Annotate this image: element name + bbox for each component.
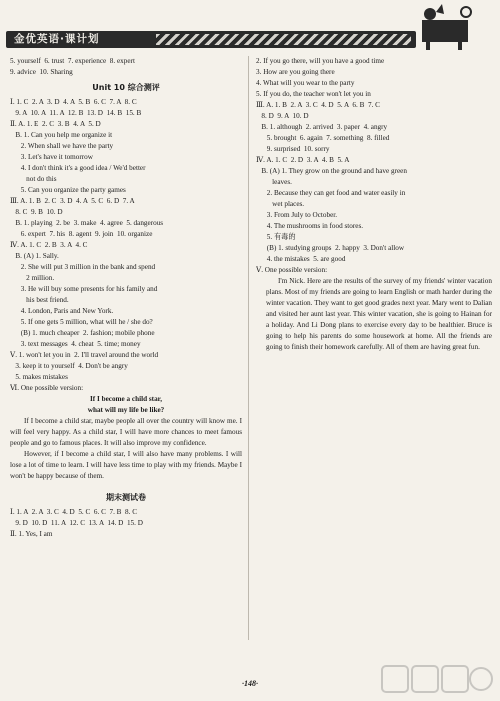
header-banner <box>6 31 416 48</box>
book-title: 金优英语·课计划 <box>14 33 100 45</box>
answer-line: 9. A 10. A 11. A 12. B 13. D 14. B 15. B <box>10 109 142 117</box>
answer-line: 5. brought 6. again 7. something 8. filled <box>256 134 390 142</box>
answer-line: 8. C 9. B 10. D <box>10 208 63 216</box>
answer-line: 5. Can you organize the party games <box>10 186 126 194</box>
answer-line: B. (A) 1. Sally. <box>10 252 59 260</box>
answer-line: not do this <box>10 175 57 183</box>
watermark-logo <box>380 664 494 698</box>
answer-line: 3. He will buy some presents for his family and <box>10 285 158 293</box>
left-column <box>10 56 242 540</box>
column-divider <box>248 56 249 640</box>
essay-title: what will my life be like? <box>87 406 165 414</box>
answer-line: 5. If one gets 5 million, what will he / she do? <box>10 318 153 326</box>
answer-line: 9. advice 10. Sharing <box>10 68 73 76</box>
unit-heading: Unit 10 综合测评 <box>92 83 160 92</box>
answer-line: 5. 有毒的 <box>256 233 296 241</box>
answer-line: 9. surprised 10. sorry <box>256 145 330 153</box>
answer-line: 4. What will you wear to the party <box>256 79 355 87</box>
right-column <box>256 56 492 353</box>
answer-line: 2. If you go there, will you have a good time <box>256 57 385 65</box>
answer-line: (B) 1. studying groups 2. happy 3. Don't allow <box>256 244 405 252</box>
essay-paragraph: If I become a child star, maybe people all over the country will know me. I will feel very happy. As a child star, I will have more chances to meet famous people and go to famous places. It will also improve my confidence. <box>10 417 242 447</box>
banner-stripes <box>156 34 411 45</box>
answer-line: B. 1. playing 2. be 3. make 4. agree 5. dangerous <box>10 219 164 227</box>
answer-line: 3. text messages 4. cheat 5. time; money <box>10 340 141 348</box>
answer-line: 8. D 9. A 10. D <box>256 112 309 120</box>
essay-paragraph: I'm Nick. Here are the results of the survey of my friends' winter vacation plans. Most of my friends are going to learn English or math harder during the winter vacation. They want to get good grades next year. Mary went to Dalian and visited her aunt last year. This winter vacation, she is going to Hainan for a holiday. And Li Dong plans to exercise every day to be healthier. Bruce is going to help his parents do some housework at home. All the friends are going to finish their homework carefully. All of them are having great fun. <box>266 277 492 351</box>
answer-line: 3. keep it to yourself 4. Don't be angry <box>10 362 128 370</box>
answer-line: leaves. <box>256 178 292 186</box>
answer-line: Ⅲ. A. 1. B 2. C 3. D 4. A 5. C 6. D 7. A <box>10 197 135 205</box>
answer-line: Ⅱ. 1. Yes, I am <box>10 530 53 538</box>
answer-line: 3. From July to October. <box>256 211 338 219</box>
answer-line: Ⅰ. 1. C 2. A 3. D 4. A 5. B 6. C 7. A 8. C <box>10 98 137 106</box>
answer-line: 5. yourself 6. trust 7. experience 8. expert <box>10 57 135 65</box>
answer-line: 5. makes mistakes <box>10 373 68 381</box>
answer-line: 2. She will put 3 million in the bank and spend <box>10 263 156 271</box>
answer-line: Ⅱ. A. 1. E 2. C 3. B 4. A 5. D <box>10 120 101 128</box>
answer-line: 3. How are you going there <box>256 68 335 76</box>
right-answers <box>256 56 492 276</box>
answer-line: B. 1. Can you help me organize it <box>10 131 113 139</box>
answer-line: 3. Let's have it tomorrow <box>10 153 93 161</box>
final-exam-heading: 期末测试卷 <box>106 493 146 502</box>
answer-line: Ⅴ. One possible version: <box>256 266 328 274</box>
answer-line: wet places. <box>256 200 305 208</box>
answer-line: his best friend. <box>10 296 69 304</box>
answer-line: 2 million. <box>10 274 55 282</box>
answer-line: 2. Because they can get food and water easily in <box>256 189 406 197</box>
essay-paragraph: However, if I become a child star, I will also have many problems. I will lose a lot of time to learn. I will have less time to play with my friends. Maybe I won't be happy because of them. <box>10 450 242 480</box>
answer-line: B. 1. although 2. arrived 3. paper 4. angry <box>256 123 388 131</box>
answer-line: (B) 1. much cheaper 2. fashion; mobile phone <box>10 329 155 337</box>
essay-title: If I become a child star, <box>89 395 162 403</box>
final-exam-answers <box>10 507 242 540</box>
mascot-icon <box>414 2 474 52</box>
answer-line: 4. The mushrooms in food stores. <box>256 222 364 230</box>
answer-line: 4. I don't think it's a good idea / We'd better <box>10 164 146 172</box>
page-header <box>0 0 500 52</box>
answer-line: 4. the mistakes 5. are good <box>256 255 346 263</box>
answer-line: 5. If you do, the teacher won't let you in <box>256 90 371 98</box>
answer-line: Ⅲ. A. 1. B 2. A 3. C 4. D 5. A 6. B 7. C <box>256 101 380 109</box>
answer-line: Ⅴ. 1. won't let you in 2. I'll travel around the world <box>10 351 159 359</box>
unit-10-answers <box>10 97 242 394</box>
answer-line: 9. D 10. D 11. A 12. C 13. A 14. D 15. D <box>10 519 143 527</box>
answer-line: B. (A) 1. They grow on the ground and have green <box>256 167 407 175</box>
answer-line: Ⅵ. One possible version: <box>10 384 84 392</box>
answer-line: Ⅳ. A. 1. C 2. B 3. A 4. C <box>10 241 88 249</box>
answer-line: 2. When shall we have the party <box>10 142 114 150</box>
answer-line: 6. expert 7. his 8. agent 9. join 10. organize <box>10 230 153 238</box>
answer-line: Ⅳ. A. 1. C 2. D 3. A 4. B 5. A <box>256 156 350 164</box>
page-number: ·148· <box>242 679 258 688</box>
answer-line: 4. London, Paris and New York. <box>10 307 114 315</box>
answer-line: Ⅰ. 1. A 2. A 3. C 4. D 5. C 6. C 7. B 8. C <box>10 508 138 516</box>
